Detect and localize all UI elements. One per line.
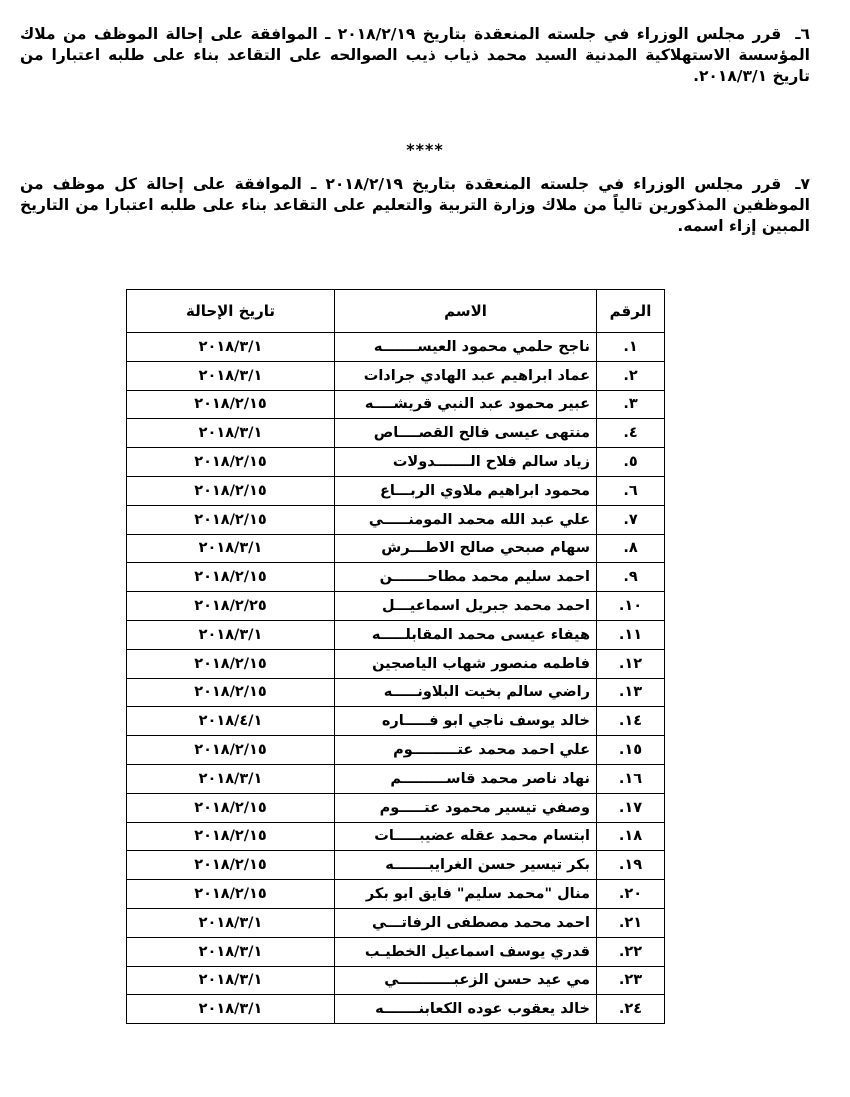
- row-name: احمد محمد جبريل اسماعيـــل: [335, 592, 597, 621]
- row-number: ١٢.: [597, 649, 665, 678]
- row-date: ٢٠١٨/٢/٢٥: [127, 592, 335, 621]
- header-date: تاريخ الإحالة: [127, 290, 335, 333]
- row-date: ٢٠١٨/٣/١: [127, 937, 335, 966]
- row-name: ناجح حلمي محمود العيســـــــه: [335, 333, 597, 362]
- row-number: ١٦.: [597, 764, 665, 793]
- row-number: ١١.: [597, 620, 665, 649]
- decision-7-number: ٧ـ: [795, 175, 810, 193]
- row-name: علي عبد الله محمد المومنـــــي: [335, 505, 597, 534]
- row-date: ٢٠١٨/٣/١: [127, 620, 335, 649]
- row-date: ٢٠١٨/٢/١٥: [127, 822, 335, 851]
- row-name: مي عيد حسن الزعبـــــــــــي: [335, 966, 597, 995]
- table-row: [127, 333, 665, 362]
- row-number: ١٥.: [597, 736, 665, 765]
- row-name: خالد يوسف ناجي ابو فـــــاره: [335, 707, 597, 736]
- table-row: [127, 880, 665, 909]
- table-row: [127, 678, 665, 707]
- row-date: ٢٠١٨/٢/١٥: [127, 448, 335, 477]
- table-row: [127, 908, 665, 937]
- decision-6-number: ٦ـ: [795, 25, 811, 43]
- row-name: منتهى عيسى فالح القصــــاص: [335, 419, 597, 448]
- row-number: ١.: [597, 333, 665, 362]
- table-row: [127, 592, 665, 621]
- table-row: [127, 764, 665, 793]
- table-row: [127, 822, 665, 851]
- decision-6-text: قرر مجلس الوزراء في جلسته المنعقدة بتاريخ ٢٠١٨/٢/١٩ ـ الموافقة على إحالة الموظف من ملاك المؤسسة الاستهلاكية المدنية السيد محمد ذياب ذيب الصوالحه على التقاعد بناء على طلبه اعتبارا من تاريخ ٢٠١٨/٣/١.: [20, 25, 810, 85]
- table-row: [127, 736, 665, 765]
- row-number: ٥.: [597, 448, 665, 477]
- row-date: ٢٠١٨/٣/١: [127, 333, 335, 362]
- table-row: [127, 505, 665, 534]
- decision-7-text: قرر مجلس الوزراء في جلسته المنعقدة بتاريخ ٢٠١٨/٢/١٩ ـ الموافقة على إحالة كل موظف من الموظفين المذكورين تالياً من ملاك وزارة التربية والتعليم على التقاعد بناء على طلبه اعتبارا من التاريخ المبين إزاء اسمه.: [20, 175, 810, 235]
- row-number: ٢٢.: [597, 937, 665, 966]
- row-number: ٤.: [597, 419, 665, 448]
- row-name: نهاد ناصر محمد قاســـــــــم: [335, 764, 597, 793]
- table-row: [127, 419, 665, 448]
- row-date: ٢٠١٨/٢/١٥: [127, 563, 335, 592]
- row-name: منال "محمد سليم" فايق ابو بكر: [335, 880, 597, 909]
- table-row: [127, 390, 665, 419]
- row-date: ٢٠١٨/٢/١٥: [127, 880, 335, 909]
- table-row: [127, 534, 665, 563]
- row-number: ١٧.: [597, 793, 665, 822]
- row-date: ٢٠١٨/٣/١: [127, 966, 335, 995]
- row-number: ١٣.: [597, 678, 665, 707]
- table-row: [127, 966, 665, 995]
- header-number: الرقم: [597, 290, 665, 333]
- decision-6-paragraph: [20, 24, 810, 87]
- row-name: احمد محمد مصطفى الرفاتـــي: [335, 908, 597, 937]
- row-date: ٢٠١٨/٢/١٥: [127, 793, 335, 822]
- table-row: [127, 995, 665, 1024]
- row-name: خالد يعقوب عوده الكعابنـــــــه: [335, 995, 597, 1024]
- row-date: ٢٠١٨/٣/١: [127, 995, 335, 1024]
- table-row: [127, 620, 665, 649]
- table-row: [127, 361, 665, 390]
- row-name: راضي سالم بخيت البلاونـــــه: [335, 678, 597, 707]
- row-name: علي احمد محمد عتـــــــــوم: [335, 736, 597, 765]
- row-number: ٨.: [597, 534, 665, 563]
- header-name: الاسم: [335, 290, 597, 333]
- decision-7-paragraph: [20, 174, 810, 237]
- table-row: [127, 851, 665, 880]
- row-number: ٢٠.: [597, 880, 665, 909]
- row-number: ١٠.: [597, 592, 665, 621]
- row-name: محمود ابراهيم ملاوي الربـــاع: [335, 476, 597, 505]
- row-name: وصفي تيسير محمود عتـــــوم: [335, 793, 597, 822]
- row-date: ٢٠١٨/٣/١: [127, 534, 335, 563]
- row-number: ١٤.: [597, 707, 665, 736]
- row-number: ٣.: [597, 390, 665, 419]
- row-number: ١٨.: [597, 822, 665, 851]
- row-date: ٢٠١٨/٢/١٥: [127, 476, 335, 505]
- table-body: [127, 333, 665, 1024]
- row-date: ٢٠١٨/٣/١: [127, 908, 335, 937]
- row-name: ابتسام محمد عقله عضيبـــــات: [335, 822, 597, 851]
- row-name: زياد سالم فلاح الـــــــدولات: [335, 448, 597, 477]
- row-name: عماد ابراهيم عبد الهادي جرادات: [335, 361, 597, 390]
- row-name: احمد سليم محمد مطاحـــــــن: [335, 563, 597, 592]
- table-row: [127, 448, 665, 477]
- retirees-table: [126, 289, 665, 1024]
- row-date: ٢٠١٨/٢/١٥: [127, 736, 335, 765]
- row-number: ٧.: [597, 505, 665, 534]
- row-number: ١٩.: [597, 851, 665, 880]
- row-date: ٢٠١٨/٣/١: [127, 419, 335, 448]
- row-date: ٢٠١٨/٢/١٥: [127, 851, 335, 880]
- row-name: فاطمه منصور شهاب الياصجين: [335, 649, 597, 678]
- row-date: ٢٠١٨/٢/١٥: [127, 505, 335, 534]
- row-number: ٩.: [597, 563, 665, 592]
- table-row: [127, 476, 665, 505]
- row-name: عبير محمود عبد النبي قريشــــه: [335, 390, 597, 419]
- row-date: ٢٠١٨/٣/١: [127, 764, 335, 793]
- row-date: ٢٠١٨/٢/١٥: [127, 678, 335, 707]
- table-row: [127, 649, 665, 678]
- row-number: ٢٤.: [597, 995, 665, 1024]
- row-date: ٢٠١٨/٢/١٥: [127, 390, 335, 419]
- row-name: بكر تيسير حسن الغرايبـــــــه: [335, 851, 597, 880]
- row-date: ٢٠١٨/٤/١: [127, 707, 335, 736]
- table-header-row: [127, 290, 665, 333]
- row-number: ٦.: [597, 476, 665, 505]
- table-row: [127, 793, 665, 822]
- row-name: سهام صبحي صالح الاطـــرش: [335, 534, 597, 563]
- row-name: هيفاء عيسى محمد المقابلـــــه: [335, 620, 597, 649]
- row-number: ٢١.: [597, 908, 665, 937]
- table-row: [127, 707, 665, 736]
- row-date: ٢٠١٨/٢/١٥: [127, 649, 335, 678]
- section-separator: ****: [406, 140, 444, 159]
- table-row: [127, 937, 665, 966]
- row-number: ٢٣.: [597, 966, 665, 995]
- row-date: ٢٠١٨/٣/١: [127, 361, 335, 390]
- row-name: قدري يوسف اسماعيل الخطيـب: [335, 937, 597, 966]
- row-number: ٢.: [597, 361, 665, 390]
- table-row: [127, 563, 665, 592]
